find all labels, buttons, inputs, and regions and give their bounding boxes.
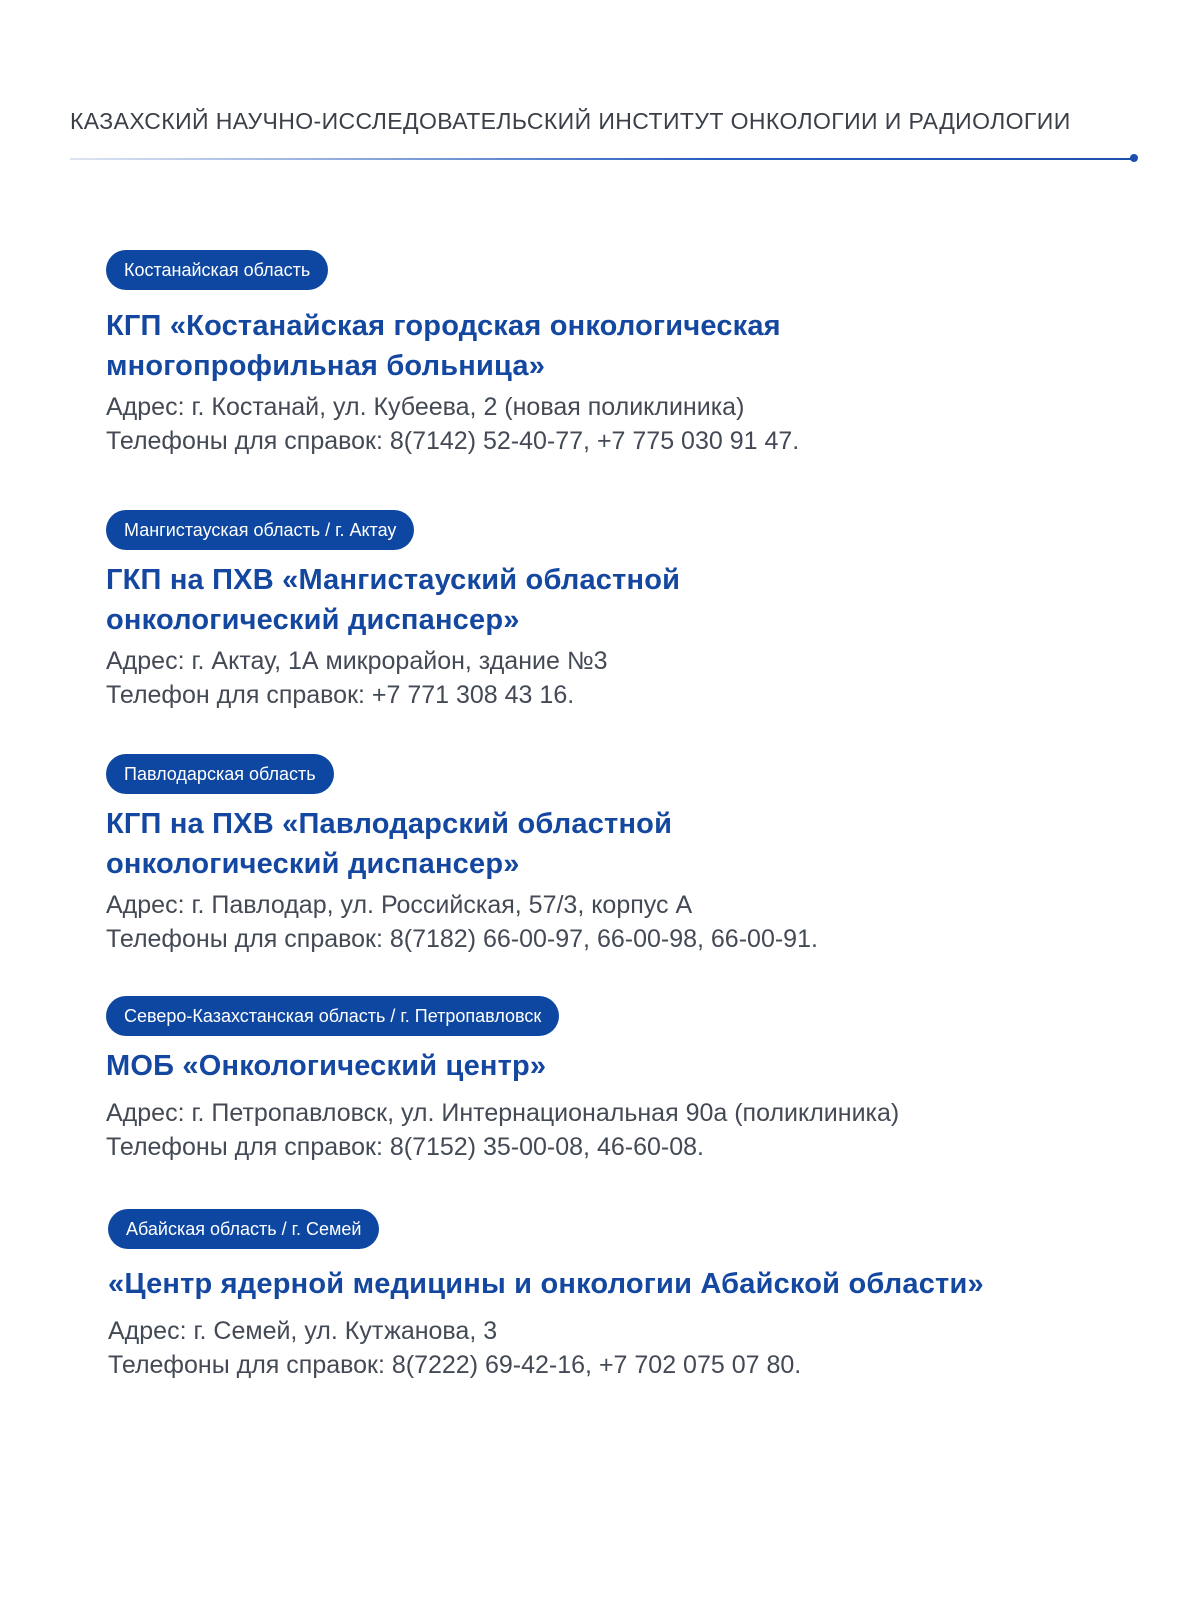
region-badge: Костанайская область — [106, 250, 328, 290]
clinic-phones: Телефоны для справок: 8(7222) 69-42-16, +7 702 075 07 80. — [108, 1351, 802, 1379]
header-divider-dot — [1130, 154, 1138, 162]
region-badge: Мангистауская область / г. Актау — [106, 510, 414, 550]
clinic-phones: Телефоны для справок: 8(7142) 52-40-77, +7 775 030 91 47. — [106, 427, 800, 455]
clinic-entry-semey — [108, 1209, 1108, 1382]
region-badge: Абайская область / г. Семей — [108, 1209, 379, 1249]
clinic-address: Адрес: г. Костанай, ул. Кубеева, 2 (новая поликлиника) — [106, 393, 745, 421]
clinic-name-line1: КГП «Костанайская городская онкологическая — [106, 310, 781, 342]
clinic-name-line2: онкологический диспансер» — [106, 848, 520, 880]
clinic-name-line1: ГКП на ПХВ «Мангистауский областной — [106, 564, 681, 596]
clinic-name-line1: КГП на ПХВ «Павлодарский областной — [106, 808, 673, 840]
clinic-phones: Телефоны для справок: 8(7152) 35-00-08, 46-60-08. — [106, 1133, 704, 1161]
clinic-entry-petropavlovsk — [106, 996, 1106, 1164]
clinic-phones: Телефоны для справок: 8(7182) 66-00-97, 66-00-98, 66-00-91. — [106, 925, 818, 953]
region-badge: Павлодарская область — [106, 754, 334, 794]
clinic-entry-pavlodar — [106, 754, 1106, 956]
clinic-address: Адрес: г. Павлодар, ул. Российская, 57/3, корпус А — [106, 891, 693, 919]
page-header — [70, 106, 1138, 136]
region-badge: Северо-Казахстанская область / г. Петропавловск — [106, 996, 559, 1036]
clinic-address: Адрес: г. Семей, ул. Кутжанова, 3 — [108, 1317, 498, 1345]
clinic-address: Адрес: г. Петропавловск, ул. Интернациональная 90а (поликлиника) — [106, 1099, 900, 1127]
header-divider — [70, 158, 1134, 160]
clinic-entry-aktau — [106, 510, 1106, 712]
clinic-name-line2: онкологический диспансер» — [106, 604, 520, 636]
clinic-name-line1: «Центр ядерной медицины и онкологии Абайской области» — [108, 1268, 984, 1300]
institute-title: КАЗАХСКИЙ НАУЧНО-ИССЛЕДОВАТЕЛЬСКИЙ ИНСТИТУТ ОНКОЛОГИИ И РАДИОЛОГИИ — [70, 108, 1071, 134]
clinic-name-line2: многопрофильная больница» — [106, 350, 546, 382]
clinic-name-line1: МОБ «Онкологический центр» — [106, 1050, 547, 1082]
clinic-address: Адрес: г. Актау, 1А микрорайон, здание №3 — [106, 647, 608, 675]
clinic-phones: Телефон для справок: +7 771 308 43 16. — [106, 681, 575, 709]
clinic-entry-kostanay — [106, 250, 1106, 458]
